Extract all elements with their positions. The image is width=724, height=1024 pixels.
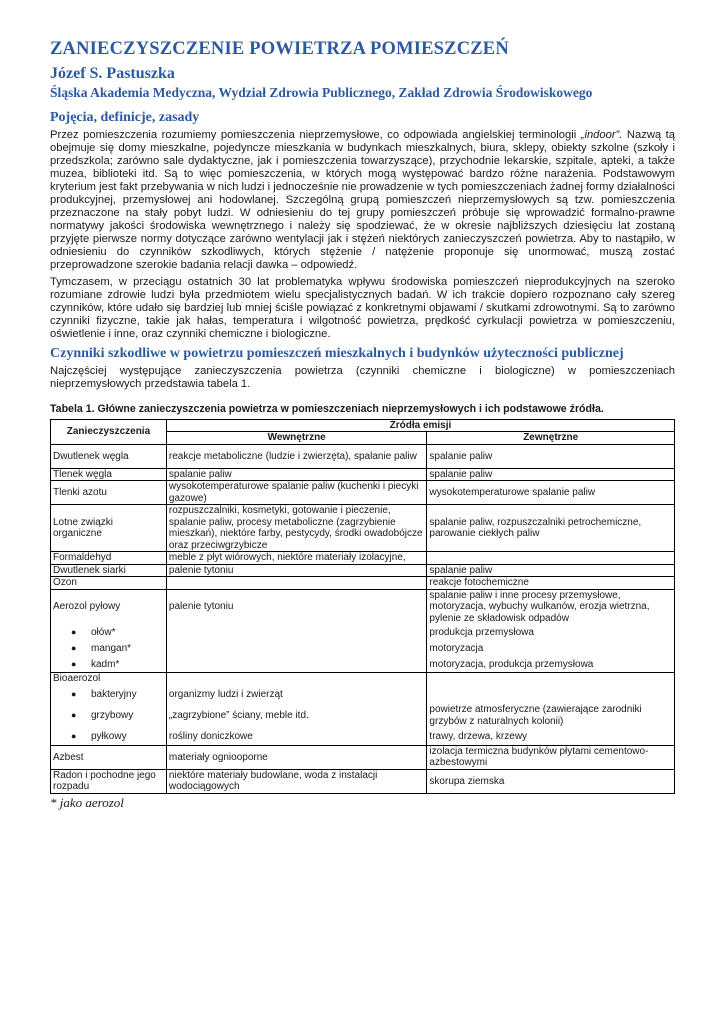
internal-source: spalanie paliw [166,468,427,481]
external-source: spalanie paliw [427,564,675,577]
external-source [427,673,675,685]
external-source: spalanie paliw, rozpuszczalniki petrochemiczne, parowanie ciekłych paliw [427,505,675,552]
bullet-icon: ● [71,626,77,637]
bullet-icon: ● [71,658,77,669]
external-source [427,552,675,565]
document-title: ZANIECZYSZCZENIE POWIETRZA POMIESZCZEŃ [50,39,509,59]
pollutant-name: Bioaerozol [51,673,167,685]
bullet-icon: ● [71,688,77,699]
external-source: skorupa ziemska [427,769,675,793]
author-name: Józef S. Pastuszka [50,65,175,82]
pollutant-subitem [51,656,167,673]
internal-source: reakcje metaboliczne (ludzie i zwierzęta), spalanie paliw [166,444,427,468]
internal-source: rośliny doniczkowe [166,728,427,746]
external-source: reakcje fotochemiczne [427,577,675,590]
table-row [51,728,675,746]
external-source: izolacja termiczna budynków płytami cementowo-azbestowymi [427,745,675,769]
internal-source [166,673,427,685]
header-emission-sources: Źródła emisji [166,419,674,432]
pollutants-table [50,419,675,794]
pollutant-name: Dwutlenek węgla [51,444,167,468]
external-source: spalanie paliw i inne procesy przemysłowe, motoryzacja, wybuchy wulkanów, erozja wietrzna, pylenie ze składowisk odpadów [427,589,675,624]
internal-source [166,640,427,656]
table-row [51,704,675,728]
table-row [51,685,675,704]
pollutant-subitem [51,685,167,704]
paragraph-3: Najczęściej występujące zanieczyszczenia powietrza (czynniki chemiczne i biologiczne) w pomieszczeniach nieprzemysłowych przedstawia tabela 1. [50,364,675,390]
internal-source: palenie tytoniu [166,589,427,624]
subitem-label: grzybowy [91,710,134,722]
subitem-label: ołów* [91,626,116,638]
pollutant-name: Dwutlenek siarki [51,564,167,577]
table-row [51,564,675,577]
pollutant-name: Azbest [51,745,167,769]
table-row [51,745,675,769]
paragraph-1-part-b: Nazwą tą obejmuje się domy mieszkalne, pojedyncze mieszkania w budynkach mieszkalnych, biura, sklepy, obiekty szkolne (szkoły i przedszkola; zarówno sale dydaktyczne, jak i pomieszczenia towarzyszące), przychodnie lekarskie, szpitale, apteki, a także muzea, biblioteki itd. Są to więc pomieszczenia, w których mogą występować bardzo różne narażenia. Podstawowym kryterium jest fakt przebywania w nich ludzi i jednocześnie nie prowadzenie w tych pomieszczeniach żadnej formy działalności produkcyjnej, przemysłowej ani hodowlanej. Szczególną grupą pomieszczeń nieprzemysłowych są tzw. pomieszczenia przeznaczone na stały pobyt ludzi. W odniesieniu do tej grupy pomieszczeń próbuje się wprowadzić formalno-prawne normatywy jakości środowiska wewnętrznego i należy się spodziewać, że w okresie najbliższych dziesięciu lat zostaną przyjęte pierwsze normy dotyczące zarówno wentylacji jak i stężeń niektórych zanieczyszczeń powietrza. Aby to nastąpiło, w odniesieniu do czynników szkodliwych, których stężenie / natężenie proponuje się unormować, muszą zostać przeprowadzone szerokie badania relacji dawka – odpowiedź. [50,129,675,272]
table-row [51,468,675,481]
pollutant-name: Aerozol pyłowy [51,589,167,624]
bullet-icon: ● [71,730,77,741]
table-row [51,624,675,640]
section-heading-definitions: Pojęcia, definicje, zasady [50,110,200,125]
internal-source: „zagrzybione” ściany, meble itd. [166,704,427,728]
external-source: spalanie paliw [427,444,675,468]
pollutant-name: Tlenek węgla [51,468,167,481]
table-row [51,552,675,565]
internal-source: palenie tytoniu [166,564,427,577]
subitem-label: bakteryjny [91,688,137,700]
external-source [427,685,675,704]
external-source: powietrze atmosferyczne (zawierające zarodniki grzybów z naturalnych kolonii) [427,704,675,728]
table-row [51,769,675,793]
subitem-label: kadm* [91,658,120,670]
bullet-icon: ● [71,710,77,721]
pollutant-name: Ozon [51,577,167,590]
table-row [51,589,675,624]
table-row [51,656,675,673]
internal-source: materiały ogniooporne [166,745,427,769]
external-source: motoryzacja, produkcja przemysłowa [427,656,675,673]
table-row [51,673,675,685]
header-external: Zewnętrzne [427,432,675,445]
internal-source: wysokotemperaturowe spalanie paliw (kuchenki i piecyki gazowe) [166,481,427,505]
pollutant-subitem [51,624,167,640]
section-heading-harmful-factors: Czynniki szkodliwe w powietrzu pomieszczeń mieszkalnych i budynków użyteczności publicznej [50,345,624,361]
table-row [51,577,675,590]
author-affiliation: Śląska Akademia Medyczna, Wydział Zdrowia Publicznego, Zakład Zdrowia Środowiskowego [50,85,593,100]
internal-source: organizmy ludzi i zwierząt [166,685,427,704]
internal-source: meble z płyt wiórowych, niektóre materiały izolacyjne, [166,552,427,565]
paragraph-1 [50,129,675,273]
paragraph-1-italic: „indoor”. [580,129,623,141]
internal-source [166,624,427,640]
pollutant-subitem [51,728,167,746]
internal-source [166,577,427,590]
paragraph-2: Tymczasem, w przeciągu ostatnich 30 lat problematyka wpływu środowiska pomieszczeń nieprodukcyjnych na szeroko rozumiane zdrowie ludzi była przedmiotem wielu specjalistycznych badań. W ich trakcie dopiero rozpoznano cały szereg czynników, które udało się bardziej lub mniej ściśle powiązać z konkretnymi objawami / skutkami zdrowotnymi. Są to zarówno czynniki fizyczne, takie jak hałas, temperatura i wilgotność powietrza, prędkość cyrkulacji powietrza w pomieszczeniu, oświetlenie i inne, oraz czynniki chemiczne i biologiczne. [50,275,675,340]
table-row [51,444,675,468]
table-row [51,481,675,505]
pollutant-name: Formaldehyd [51,552,167,565]
external-source: motoryzacja [427,640,675,656]
external-source: produkcja przemysłowa [427,624,675,640]
bullet-icon: ● [71,642,77,653]
pollutant-subitem [51,640,167,656]
pollutant-name: Lotne związki organiczne [51,505,167,552]
table-header-row [51,419,675,432]
header-pollutants: Zanieczyszczenia [51,419,167,444]
header-internal: Wewnętrzne [166,432,427,445]
table-row [51,640,675,656]
table-caption: Tabela 1. Główne zanieczyszczenia powietrza w pomieszczeniach nieprzemysłowych i ich podstawowe źródła. [50,402,604,415]
internal-source: niektóre materiały budowlane, woda z instalacji wodociągowych [166,769,427,793]
pollutant-name: Tlenki azotu [51,481,167,505]
subitem-label: pyłkowy [91,730,127,742]
subitem-label: mangan* [91,642,132,654]
internal-source: rozpuszczalniki, kosmetyki, gotowanie i pieczenie, spalanie paliw, procesy metaboliczne (zagrzybienie mieszkań), niektóre farby, pestycydy, środki owadobójcze oraz przeciwgrzybicze [166,505,427,552]
pollutant-name: Radon i pochodne jego rozpadu [51,769,167,793]
pollutant-subitem [51,704,167,728]
paragraph-1-part-a: Przez pomieszczenia rozumiemy pomieszczenia nieprzemysłowe, co odpowiada angielskiej terminologii [50,129,581,141]
table-footnote: * jako aerozol [50,794,124,810]
internal-source [166,656,427,673]
external-source: spalanie paliw [427,468,675,481]
table-row [51,505,675,552]
external-source: trawy, drzewa, krzewy [427,728,675,746]
external-source: wysokotemperaturowe spalanie paliw [427,481,675,505]
